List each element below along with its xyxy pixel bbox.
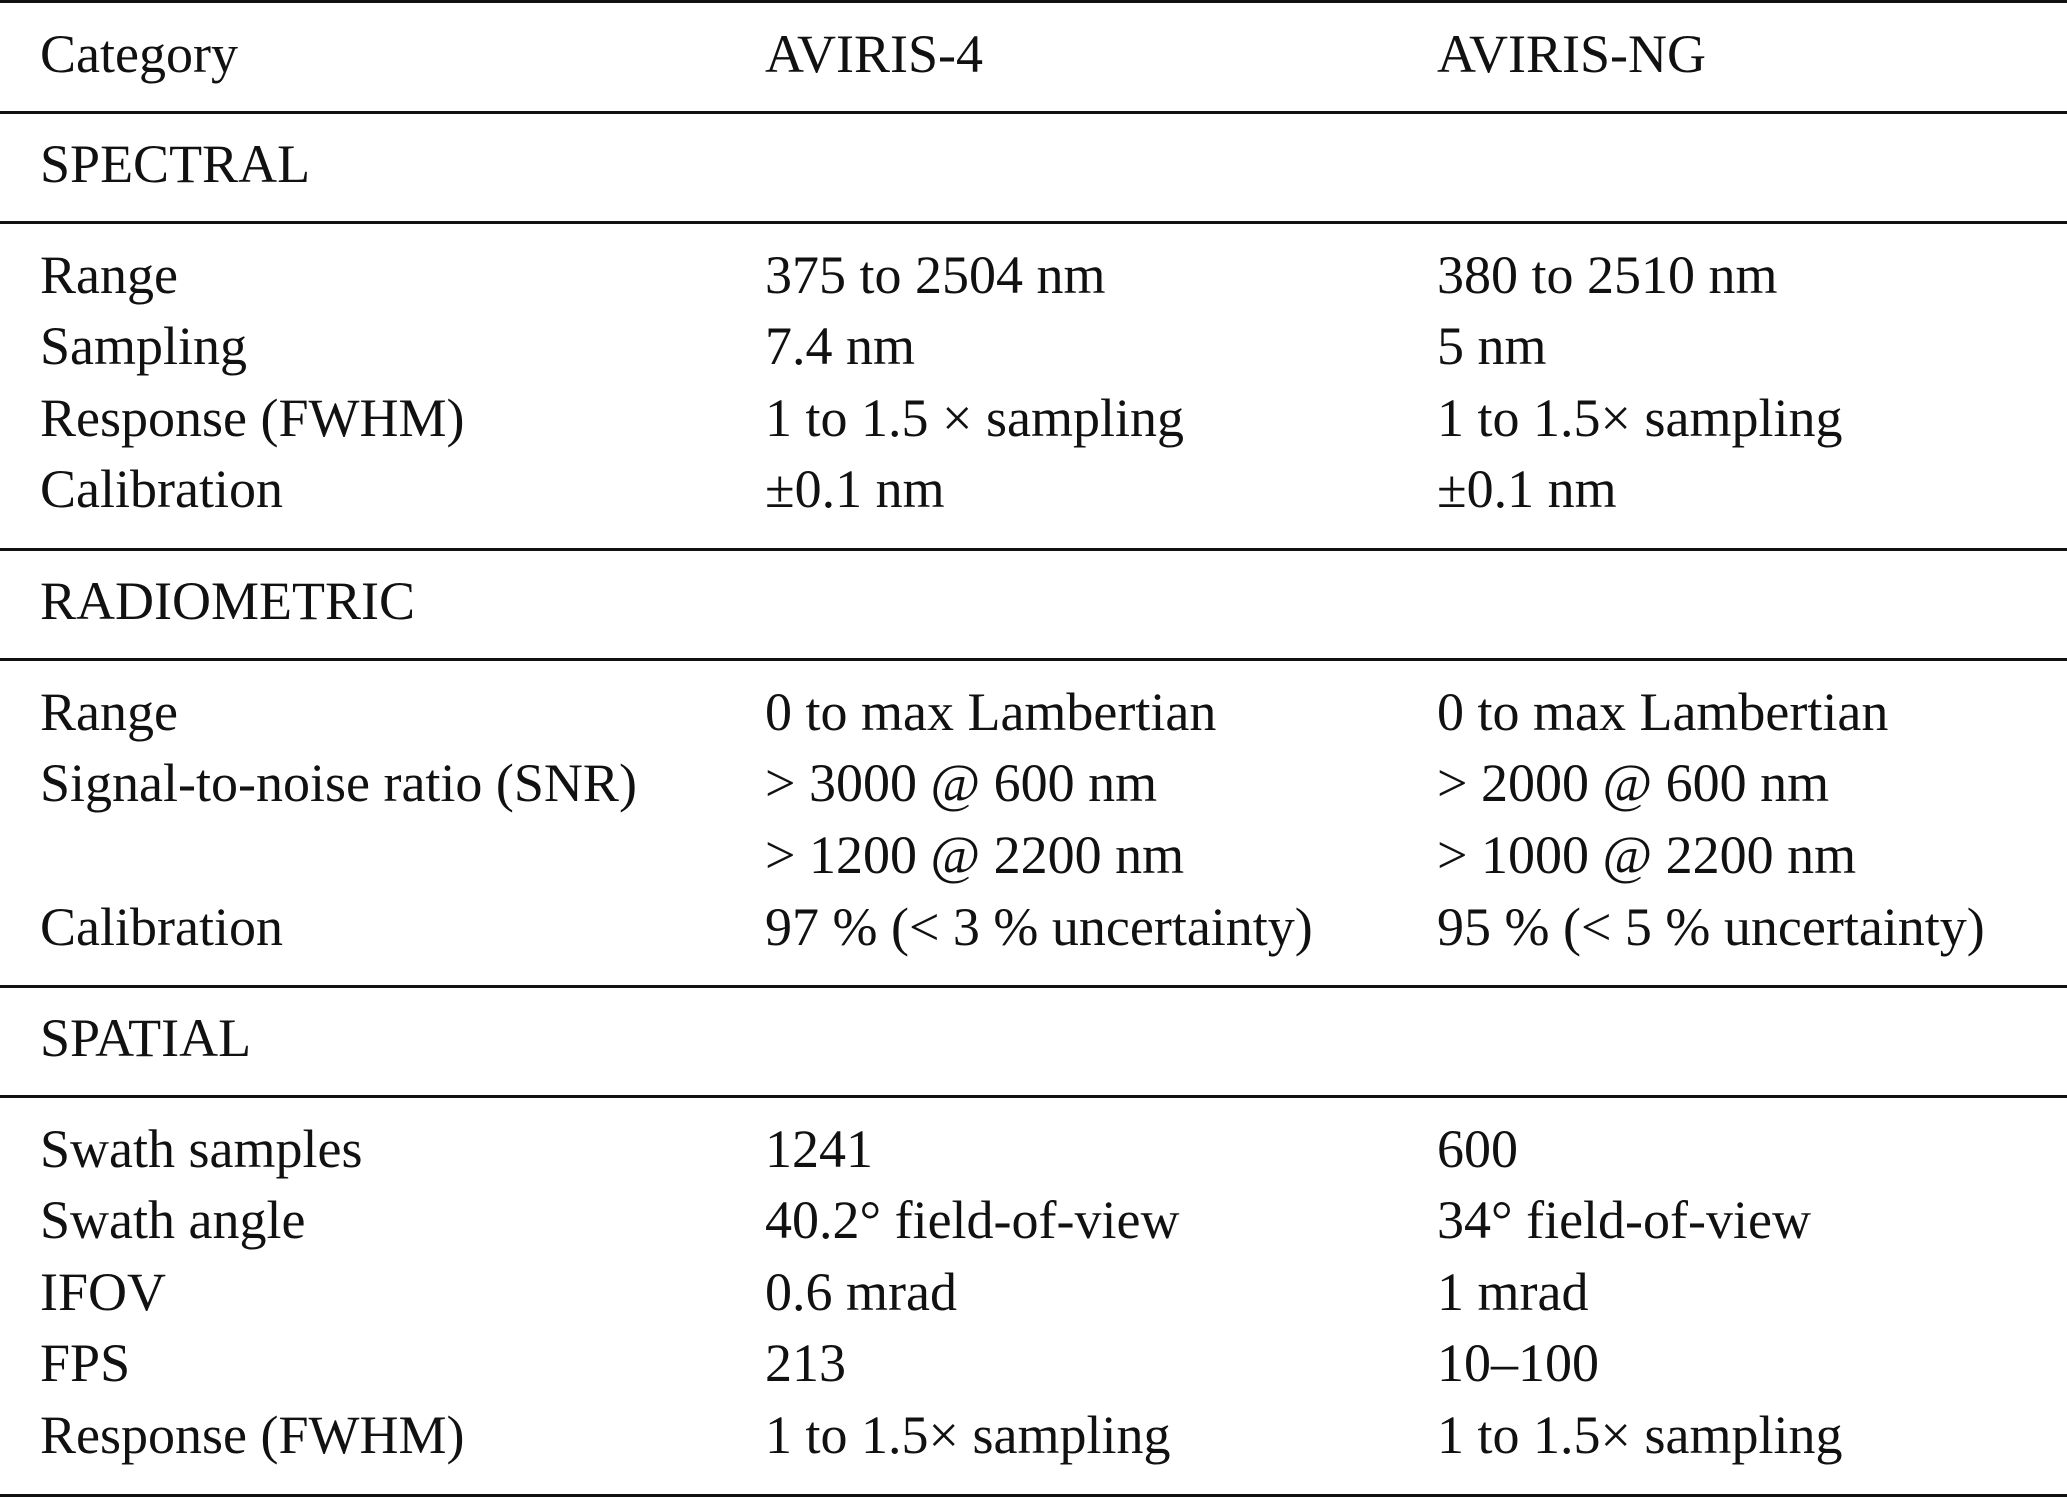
table-cell-category: IFOV xyxy=(40,1262,167,1322)
section-rule xyxy=(0,1095,2067,1098)
table-cell-aviris-ng: 380 to 2510 nm xyxy=(1437,245,1778,305)
table-top-rule xyxy=(0,0,2067,3)
table-cell-category: Swath samples xyxy=(40,1119,363,1179)
column-header-category: Category xyxy=(40,24,238,84)
table-cell-aviris-ng: 1 to 1.5× sampling xyxy=(1437,388,1843,448)
table-cell-aviris-ng: > 2000 @ 600 nm xyxy=(1437,753,1830,813)
table-cell-category: Response (FWHM) xyxy=(40,388,465,448)
column-header-aviris-4: AVIRIS-4 xyxy=(765,24,984,84)
section-title-spatial: SPATIAL xyxy=(40,1008,252,1068)
table-cell-aviris-ng: 34° field-of-view xyxy=(1437,1190,1811,1250)
table-cell-category: Range xyxy=(40,682,178,742)
table-cell-aviris-4: 0.6 mrad xyxy=(765,1262,957,1322)
table-cell-aviris-4: 97 % (< 3 % uncertainty) xyxy=(765,897,1313,957)
section-rule xyxy=(0,658,2067,661)
table-cell-aviris-4: > 1200 @ 2200 nm xyxy=(765,825,1185,885)
table-cell-aviris-ng: 1 to 1.5× sampling xyxy=(1437,1405,1843,1465)
table-cell-category: FPS xyxy=(40,1333,131,1393)
table-cell-aviris-4: 1 to 1.5 × sampling xyxy=(765,388,1184,448)
table-cell-aviris-4: > 3000 @ 600 nm xyxy=(765,753,1158,813)
section-rule xyxy=(0,985,2067,988)
table-cell-category: Swath angle xyxy=(40,1190,306,1250)
table-cell-aviris-ng: ±0.1 nm xyxy=(1437,459,1617,519)
section-title-spectral: SPECTRAL xyxy=(40,134,311,194)
table-cell-aviris-4: 7.4 nm xyxy=(765,316,916,376)
column-header-aviris-ng: AVIRIS-NG xyxy=(1437,24,1707,84)
section-rule xyxy=(0,221,2067,224)
table-cell-category: Signal-to-noise ratio (SNR) xyxy=(40,753,637,813)
table-cell-category: Calibration xyxy=(40,459,283,519)
table-cell-aviris-4: 0 to max Lambertian xyxy=(765,682,1217,742)
table-cell-category: Range xyxy=(40,245,178,305)
table-cell-aviris-ng: 10–100 xyxy=(1437,1333,1599,1393)
table-cell-aviris-4: 213 xyxy=(765,1333,846,1393)
section-rule xyxy=(0,548,2067,551)
table-cell-aviris-4: ±0.1 nm xyxy=(765,459,945,519)
table-cell-aviris-ng: 5 nm xyxy=(1437,316,1547,376)
table-cell-aviris-ng: 0 to max Lambertian xyxy=(1437,682,1889,742)
table-cell-category: Calibration xyxy=(40,897,283,957)
table-cell-aviris-ng: 1 mrad xyxy=(1437,1262,1589,1322)
table-cell-aviris-4: 375 to 2504 nm xyxy=(765,245,1106,305)
table-cell-aviris-ng: 600 xyxy=(1437,1119,1518,1179)
table-cell-aviris-4: 1 to 1.5× sampling xyxy=(765,1405,1171,1465)
table-cell-aviris-4: 40.2° field-of-view xyxy=(765,1190,1180,1250)
table-cell-aviris-4: 1241 xyxy=(765,1119,873,1179)
table-cell-category: Sampling xyxy=(40,316,248,376)
table-cell-aviris-ng: > 1000 @ 2200 nm xyxy=(1437,825,1857,885)
header-rule xyxy=(0,111,2067,114)
table-cell-category: Response (FWHM) xyxy=(40,1405,465,1465)
table-cell-aviris-ng: 95 % (< 5 % uncertainty) xyxy=(1437,897,1985,957)
section-title-radiometric: RADIOMETRIC xyxy=(40,571,415,631)
